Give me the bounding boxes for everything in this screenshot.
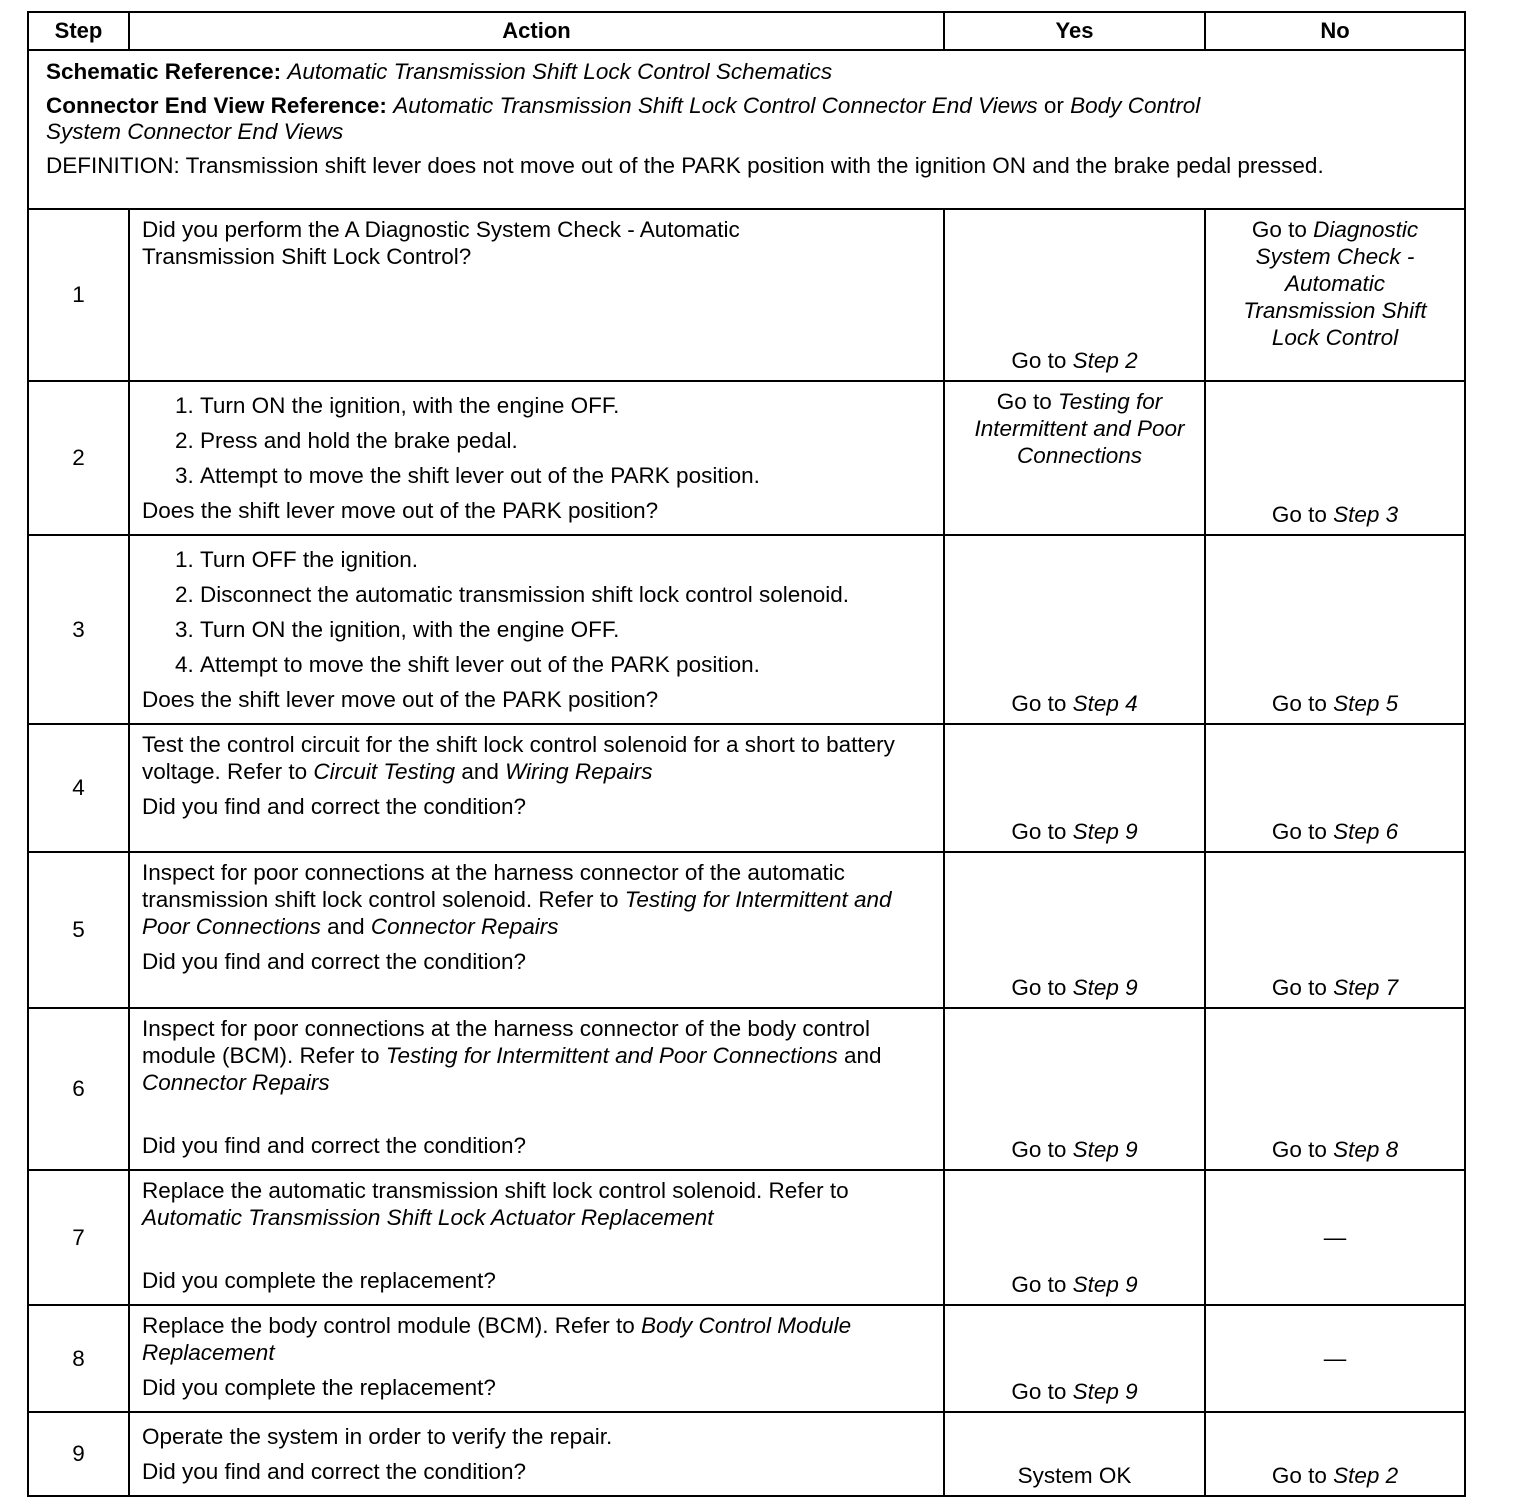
no-prefix: Go to	[1271, 502, 1334, 527]
list-item: 2. Press and hold the brake pedal.	[200, 423, 933, 458]
no-cell	[1205, 1170, 1465, 1305]
yes-link[interactable]: Step 9	[1072, 1379, 1138, 1404]
yes-prefix: Go to	[1011, 975, 1073, 1000]
connector-link-1[interactable]: Automatic Transmission Shift Lock Control Connector End Views	[393, 93, 1038, 118]
no-prefix: Go to	[1271, 1137, 1334, 1162]
yes-link[interactable]: Step 9	[1072, 1137, 1138, 1162]
action-cell	[129, 852, 944, 1008]
yes-prefix: Go to	[996, 389, 1059, 414]
action-text	[142, 1312, 872, 1366]
action-cell	[129, 1412, 944, 1496]
no-prefix: Go to	[1271, 691, 1334, 716]
action-link-2[interactable]: Connector Repairs	[142, 1070, 330, 1095]
action-cell	[129, 1170, 944, 1305]
header-action: Action	[129, 12, 944, 50]
action-text: Operate the system in order to verify the repair.	[142, 1424, 613, 1449]
table-row	[28, 381, 1465, 535]
yes-cell	[944, 1170, 1205, 1305]
connector-link-2[interactable]: Body Control System Connector End Views	[46, 93, 1201, 144]
schematic-link[interactable]: Automatic Transmission Shift Lock Control Schematics	[287, 59, 833, 84]
table-row	[28, 1170, 1465, 1305]
table-row	[28, 209, 1465, 381]
question-text: Does the shift lever move out of the PARK position?	[142, 687, 659, 712]
header-no: No	[1205, 12, 1465, 50]
no-cell	[1205, 1008, 1465, 1170]
yes-link[interactable]: Testing for Intermittent and Poor Connections	[974, 389, 1185, 468]
diagnostic-table	[27, 11, 1466, 1497]
table-row	[28, 724, 1465, 852]
yes-link[interactable]: Step 2	[1072, 348, 1138, 373]
diagnostic-table-container	[27, 11, 1464, 1488]
yes-cell	[944, 724, 1205, 852]
action-lead: Replace the automatic transmission shift lock control solenoid. Refer to	[142, 1178, 849, 1203]
yes-cell	[944, 209, 1205, 381]
question-text: Did you complete the replacement?	[142, 1268, 496, 1293]
no-prefix: Go to	[1271, 819, 1334, 844]
yes-prefix: Go to	[1011, 1272, 1073, 1297]
list-item: 1. Turn ON the ignition, with the engine OFF.	[200, 388, 933, 423]
reference-row	[28, 50, 1465, 209]
action-lead: Inspect for poor connections at the harness connector of the automatic transmission shift lock control solenoid. Refer to	[142, 860, 845, 912]
question-text: Does the shift lever move out of the PARK position?	[142, 498, 659, 523]
table-header-row	[28, 12, 1465, 50]
action-lead: Test the control circuit for the shift lock control solenoid for a short to battery voltage. Refer to	[142, 732, 895, 784]
header-yes: Yes	[944, 12, 1205, 50]
table-row	[28, 535, 1465, 724]
no-prefix: Go to	[1271, 1463, 1334, 1488]
action-and: and	[455, 759, 506, 784]
no-cell	[1205, 209, 1465, 381]
action-and: and	[837, 1043, 882, 1068]
no-link[interactable]: Step 8	[1333, 1137, 1399, 1162]
yes-text: System OK	[1017, 1463, 1132, 1488]
question-text: Did you find and correct the condition?	[142, 949, 526, 974]
no-cell	[1205, 381, 1465, 535]
instruction-list	[142, 542, 933, 682]
step-number: 4	[28, 724, 129, 852]
action-link-2[interactable]: Connector Repairs	[370, 914, 559, 939]
question-text: Did you find and correct the condition?	[142, 794, 526, 819]
table-row	[28, 852, 1465, 1008]
action-text	[142, 731, 922, 785]
yes-prefix: Go to	[1011, 1137, 1073, 1162]
action-cell	[129, 1008, 944, 1170]
definition-text: DEFINITION: Transmission shift lever does not move out of the PARK position with the ignition ON and the brake pedal pressed.	[46, 153, 1324, 178]
no-cell	[1205, 1305, 1465, 1412]
no-cell	[1205, 724, 1465, 852]
action-text: Did you perform the A Diagnostic System Check - Automatic Transmission Shift Lock Control?	[142, 217, 740, 269]
table-row	[28, 1008, 1465, 1170]
no-link[interactable]: Step 6	[1333, 819, 1399, 844]
action-link-1[interactable]: Testing for Intermittent and Poor Connections	[142, 887, 892, 939]
action-link-1[interactable]: Testing for Intermittent and Poor Connections	[385, 1043, 838, 1068]
no-cell	[1205, 852, 1465, 1008]
action-lead: Replace the body control module (BCM). Refer to	[142, 1313, 641, 1338]
step-number: 3	[28, 535, 129, 724]
question-text: Did you complete the replacement?	[142, 1375, 496, 1400]
yes-link[interactable]: Step 9	[1072, 975, 1138, 1000]
action-text	[142, 1177, 932, 1231]
action-link-1[interactable]: Automatic Transmission Shift Lock Actuator Replacement	[142, 1205, 714, 1230]
yes-prefix: Go to	[1011, 691, 1073, 716]
question-text: Did you find and correct the condition?	[142, 1133, 526, 1158]
step-number: 5	[28, 852, 129, 1008]
connector-or: or	[1037, 93, 1071, 118]
yes-prefix: Go to	[1011, 348, 1073, 373]
action-cell	[129, 381, 944, 535]
no-link[interactable]: Diagnostic System Check - Automatic Transmission Shift Lock Control	[1243, 217, 1427, 350]
no-dash: —	[1323, 1345, 1347, 1371]
no-link[interactable]: Step 3	[1333, 502, 1399, 527]
action-and: and	[320, 914, 371, 939]
action-link-1[interactable]: Circuit Testing	[313, 759, 456, 784]
yes-cell	[944, 1412, 1205, 1496]
instruction-list	[142, 388, 933, 493]
action-cell	[129, 209, 944, 381]
action-cell	[129, 535, 944, 724]
action-text	[142, 859, 933, 940]
action-cell	[129, 1305, 944, 1412]
no-cell	[1205, 535, 1465, 724]
yes-link[interactable]: Step 4	[1072, 691, 1138, 716]
no-link[interactable]: Step 2	[1333, 1463, 1399, 1488]
action-link-1[interactable]: Body Control Module Replacement	[142, 1313, 852, 1365]
yes-cell	[944, 381, 1205, 535]
connector-reference	[46, 93, 1276, 145]
step-number: 9	[28, 1412, 129, 1496]
connector-label: Connector End View Reference:	[46, 93, 387, 118]
yes-prefix: Go to	[1011, 819, 1073, 844]
step-number: 6	[28, 1008, 129, 1170]
step-number: 8	[28, 1305, 129, 1412]
action-text	[142, 1015, 902, 1096]
yes-cell	[944, 1305, 1205, 1412]
yes-link[interactable]: Step 9	[1072, 1272, 1138, 1297]
step-number: 7	[28, 1170, 129, 1305]
no-dash: —	[1323, 1224, 1347, 1250]
no-link[interactable]: Step 7	[1333, 975, 1399, 1000]
yes-cell	[944, 852, 1205, 1008]
action-cell	[129, 724, 944, 852]
question-text: Did you find and correct the condition?	[142, 1459, 526, 1484]
yes-cell	[944, 535, 1205, 724]
no-prefix: Go to	[1271, 975, 1334, 1000]
yes-cell	[944, 1008, 1205, 1170]
schematic-reference	[46, 59, 1450, 85]
step-number: 1	[28, 209, 129, 381]
action-lead: Inspect for poor connections at the harness connector of the body control module (BCM). Refer to	[142, 1016, 870, 1068]
step-number: 2	[28, 381, 129, 535]
table-row	[28, 1412, 1465, 1496]
reference-cell	[28, 50, 1465, 209]
list-item: 3. Turn ON the ignition, with the engine OFF.	[200, 612, 933, 647]
action-link-2[interactable]: Wiring Repairs	[505, 759, 653, 784]
schematic-label: Schematic Reference:	[46, 59, 282, 84]
yes-prefix: Go to	[1011, 1379, 1073, 1404]
list-item: 1. Turn OFF the ignition.	[200, 542, 933, 577]
list-item: 2. Disconnect the automatic transmission shift lock control solenoid.	[200, 577, 933, 612]
list-item: 4. Attempt to move the shift lever out of the PARK position.	[200, 647, 933, 682]
list-item: 3. Attempt to move the shift lever out of the PARK position.	[200, 458, 933, 493]
header-step: Step	[28, 12, 129, 50]
no-cell	[1205, 1412, 1465, 1496]
table-row	[28, 1305, 1465, 1412]
yes-link[interactable]: Step 9	[1072, 819, 1138, 844]
no-prefix: Go to	[1251, 217, 1314, 242]
no-link[interactable]: Step 5	[1333, 691, 1399, 716]
